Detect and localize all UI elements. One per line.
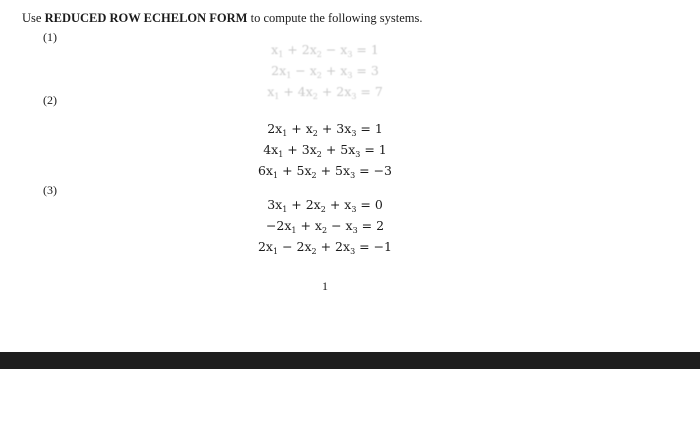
subscript: 2 — [316, 71, 322, 80]
equation-term: 3x — [267, 197, 283, 212]
equation-line — [0, 239, 650, 260]
subscript: 2 — [316, 50, 322, 59]
equation-line — [0, 142, 650, 163]
equation-line — [0, 42, 650, 63]
equation-term: + 5x — [316, 163, 351, 178]
equation-term: + x — [296, 218, 322, 233]
equation-term: = 0 — [356, 197, 383, 212]
equation-term: + x — [321, 63, 348, 78]
equation-term: − x — [291, 63, 317, 78]
equation-line — [0, 84, 650, 105]
equation-term: = −3 — [355, 163, 393, 178]
instructions-suffix: to compute the following systems. — [247, 11, 423, 25]
subscript: 2 — [320, 205, 326, 214]
equation-term: = 3 — [352, 63, 379, 78]
subscript: 2 — [316, 150, 322, 159]
subscript: 1 — [282, 205, 288, 214]
equation-term: 2x — [267, 121, 283, 136]
subscript: 1 — [282, 129, 288, 138]
subscript: 1 — [291, 226, 297, 235]
subscript: 3 — [351, 92, 357, 101]
equation-term: + 3x — [317, 121, 352, 136]
equation-line — [0, 218, 650, 239]
equation-line — [0, 163, 650, 184]
equation-term: + 2x — [317, 84, 352, 99]
equation-line — [0, 197, 650, 218]
subscript: 3 — [351, 129, 357, 138]
subscript: 1 — [273, 171, 279, 180]
subscript: 3 — [347, 50, 353, 59]
equation-term: 2x — [257, 239, 273, 254]
subscript: 1 — [273, 247, 279, 256]
subscript: 1 — [286, 71, 292, 80]
equation-term: + 2x — [287, 197, 321, 212]
instructions-prefix: Use — [22, 11, 45, 25]
equation-term: + x — [325, 197, 352, 212]
equation-term: 6x — [257, 163, 273, 178]
subscript: 1 — [278, 150, 284, 159]
equation-term: + x — [287, 121, 313, 136]
problem-1-label: (1) — [43, 30, 57, 44]
equation-term: − 2x — [278, 239, 312, 254]
equation-term: + 5x — [278, 163, 312, 178]
equation-term: = 1 — [360, 142, 387, 157]
problem-1-system — [0, 42, 650, 105]
subscript: 3 — [350, 247, 356, 256]
instructions-text — [22, 11, 422, 26]
subscript: 2 — [311, 171, 317, 180]
equation-term: x — [271, 42, 279, 57]
subscript: 3 — [355, 150, 361, 159]
subscript: 1 — [278, 50, 284, 59]
subscript: 2 — [312, 129, 318, 138]
equation-term: + 3x — [283, 142, 317, 157]
subscript: 2 — [311, 247, 317, 256]
equation-term: x — [267, 84, 275, 99]
subscript: 1 — [274, 92, 280, 101]
equation-term: 4x — [263, 142, 279, 157]
equation-term: = −1 — [355, 239, 393, 254]
equation-term: − x — [321, 42, 348, 57]
problem-2-label: (2) — [43, 93, 57, 107]
subscript: 3 — [352, 226, 358, 235]
equation-term: 2x — [271, 63, 287, 78]
equation-line — [0, 63, 650, 84]
equation-term: = 1 — [356, 121, 383, 136]
equation-term: + 2x — [316, 239, 351, 254]
equation-term: − x — [327, 218, 353, 233]
problem-3-label: (3) — [43, 183, 57, 197]
equation-term: = 2 — [357, 218, 385, 233]
subscript: 3 — [351, 205, 357, 214]
equation-term: −2x — [265, 218, 292, 233]
subscript: 3 — [347, 71, 353, 80]
page-number: 1 — [322, 279, 328, 293]
equation-term: + 4x — [279, 84, 313, 99]
equation-term: + 5x — [321, 142, 356, 157]
subscript: 2 — [312, 92, 318, 101]
instructions-bold: REDUCED ROW ECHELON FORM — [44, 11, 248, 25]
equation-term: = 1 — [352, 42, 379, 57]
equation-term: + 2x — [283, 42, 317, 57]
problem-2-system — [0, 121, 650, 184]
problem-3-system — [0, 197, 650, 260]
equation-term: = 7 — [356, 84, 383, 99]
subscript: 2 — [322, 226, 328, 235]
equation-line — [0, 121, 650, 142]
bottom-bar — [0, 352, 700, 369]
subscript: 3 — [350, 171, 356, 180]
